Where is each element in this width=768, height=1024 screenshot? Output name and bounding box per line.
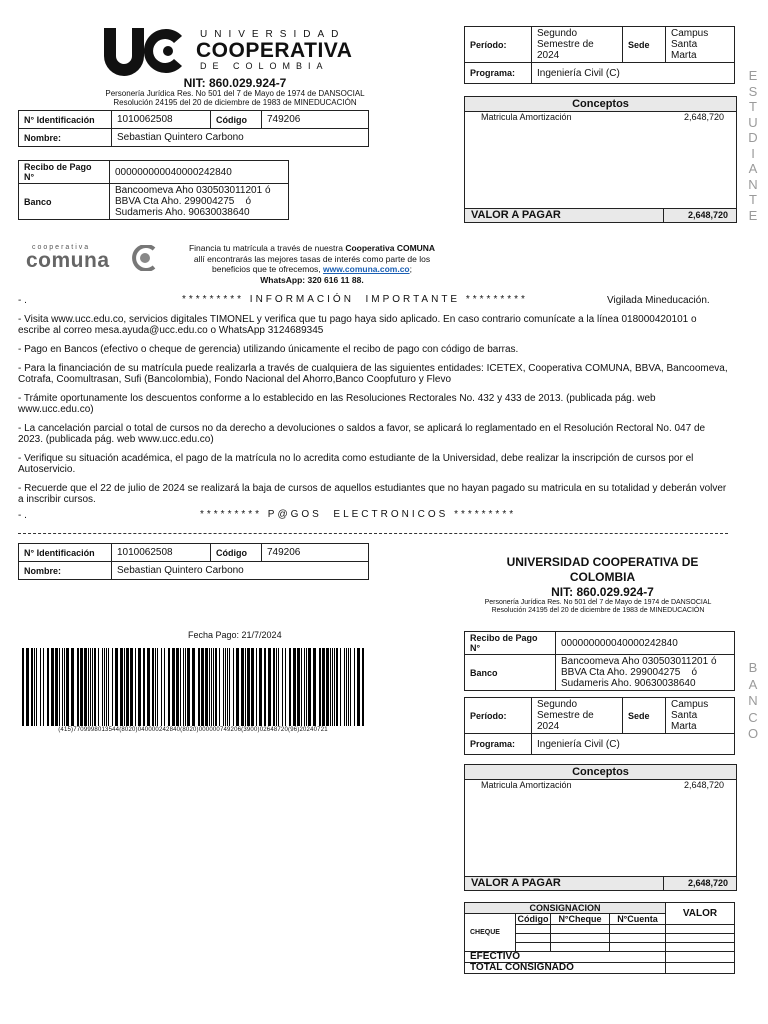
barcode-bar bbox=[334, 648, 335, 726]
bank-concept-item-value: 2,648,720 bbox=[683, 780, 724, 790]
barcode-bar bbox=[278, 648, 279, 726]
barcode-bar bbox=[64, 648, 65, 726]
barcode-bar bbox=[297, 648, 300, 726]
cheque-cell bbox=[516, 925, 551, 934]
barcode-bar bbox=[225, 648, 226, 726]
bank-accounts bbox=[110, 184, 289, 220]
barcode-bar bbox=[259, 648, 262, 726]
barcode-bar bbox=[47, 648, 49, 726]
bank-period-table bbox=[464, 697, 735, 755]
vertical-letter: T bbox=[749, 99, 757, 114]
period-line-2: Semestre de bbox=[537, 39, 594, 50]
barcode-bar bbox=[143, 648, 145, 726]
vigilada-text: Vigilada Mineducación. bbox=[607, 295, 710, 306]
cheque-cell bbox=[516, 943, 551, 952]
barcode-bar bbox=[346, 648, 347, 726]
vertical-letter: A bbox=[748, 161, 758, 176]
bank-period-line-2: Semestre de bbox=[537, 710, 594, 721]
barcode-bar bbox=[180, 648, 181, 726]
bank-student-info-table bbox=[18, 543, 369, 580]
bank-sede-line-3: Marta bbox=[671, 721, 697, 732]
nit-text: NIT: 860.029.924-7 bbox=[183, 76, 287, 90]
barcode-bar bbox=[71, 648, 74, 726]
concept-item-value: 2,648,720 bbox=[683, 112, 724, 122]
barcode-bar bbox=[306, 648, 307, 726]
barcode-bar bbox=[313, 648, 316, 726]
barcode-bar bbox=[187, 648, 190, 726]
comuna-text-b: Cooperativa COMUNA bbox=[345, 243, 436, 253]
consignacion-cheque: CHEQUE bbox=[465, 914, 516, 952]
bank-program-label: Programa: bbox=[465, 734, 532, 755]
code-label: Código bbox=[211, 111, 262, 129]
barcode-bar bbox=[362, 648, 364, 726]
barcode-bar bbox=[245, 648, 246, 726]
bank-concept-item-name: Matricula Amortización bbox=[481, 780, 572, 790]
student-copy-label bbox=[745, 68, 761, 223]
barcode-bar bbox=[98, 648, 99, 726]
vertical-letter: T bbox=[749, 192, 757, 207]
info-paragraph: - Trámite oportunamente los descuentos conforme a lo establecido en las Resoluciones Rectorales No. 432 y 433 de 2013. (publicada pág. web www.ucc.edu.co) bbox=[18, 393, 656, 415]
barcode-bar bbox=[336, 648, 338, 726]
barcode-bar bbox=[77, 648, 79, 726]
logo-cooperativa-word: COOPERATIVA bbox=[196, 39, 353, 62]
bank-period-value bbox=[532, 698, 623, 734]
barcode-bar bbox=[285, 648, 286, 726]
barcode-bar bbox=[330, 648, 331, 726]
info-paragraph: - Pago en Bancos (efectivo o cheque de gerencia) utilizando únicamente el recibo de pago con código de barras. bbox=[18, 344, 519, 355]
pagos-title: ********* P@GOS ELECTRONICOS ********* bbox=[200, 509, 517, 520]
barcode-bar bbox=[130, 648, 133, 726]
barcode-bar bbox=[264, 648, 266, 726]
barcode-bar bbox=[229, 648, 230, 726]
barcode-bar bbox=[51, 648, 54, 726]
bank-concepts-box bbox=[464, 764, 737, 891]
barcode-bar bbox=[94, 648, 96, 726]
vertical-letter: U bbox=[748, 114, 758, 130]
info-title: ********* INFORMACIÓN IMPORTANTE ********* bbox=[182, 294, 528, 305]
barcode-bar bbox=[211, 648, 212, 726]
bank-total-value: 2,648,720 bbox=[687, 878, 728, 888]
receipt-label: Recibo de Pago N° bbox=[19, 161, 110, 184]
comuna-whatsapp: WhatsApp: 320 616 11 88 bbox=[260, 274, 362, 285]
vertical-letter: E bbox=[748, 207, 758, 223]
barcode-bar bbox=[357, 648, 360, 726]
barcode-bar bbox=[247, 648, 250, 726]
barcode-bar bbox=[106, 648, 107, 726]
barcode-bar bbox=[308, 648, 311, 726]
bank-period-label: Período: bbox=[465, 698, 532, 734]
barcode-bar bbox=[26, 648, 29, 726]
vertical-letter: N bbox=[748, 693, 758, 708]
consignacion-codigo: Código bbox=[517, 914, 549, 924]
total-label: VALOR A PAGAR bbox=[471, 209, 561, 221]
sede-line-2: Santa bbox=[671, 39, 698, 50]
cheque-cell bbox=[610, 943, 666, 952]
vertical-letter: C bbox=[748, 709, 758, 725]
bank-name-value: Sebastian Quintero Carbono bbox=[112, 562, 369, 580]
barcode-bar bbox=[161, 648, 162, 726]
bank-university-line-1: UNIVERSIDAD COOPERATIVA DE bbox=[506, 555, 699, 569]
bank-copy-label bbox=[745, 660, 761, 743]
bank-bank-line-2: BBVA Cta Aho. 299004275 ó bbox=[561, 667, 698, 678]
bank-id-label: N° Identificación bbox=[19, 544, 112, 562]
bank-receipt-table bbox=[464, 631, 735, 691]
vertical-letter: O bbox=[747, 726, 759, 741]
period-table bbox=[464, 26, 735, 84]
comuna-text-e: ; bbox=[409, 264, 412, 274]
info-paragraphs bbox=[18, 314, 728, 505]
barcode-bar bbox=[227, 648, 228, 726]
barcode-bar bbox=[348, 648, 349, 726]
barcode-bar bbox=[55, 648, 58, 726]
barcode-bar bbox=[322, 648, 325, 726]
barcode-bar bbox=[223, 648, 224, 726]
comuna-text-a: Financia tu matrícula a través de nuestra bbox=[188, 243, 346, 253]
period-label: Período: bbox=[465, 27, 532, 63]
cheque-cell bbox=[666, 934, 735, 943]
bank-code-label: Código bbox=[211, 544, 262, 562]
barcode-bar bbox=[276, 648, 277, 726]
barcode-bar bbox=[108, 648, 109, 726]
barcode-bar bbox=[66, 648, 69, 726]
info-paragraph: - Recuerde que el 22 de julio de 2024 se realizará la baja de cursos de aquellos estudiantes que no hayan pagado su matricula en su totalidad y deberán volver a inscribir cursos. bbox=[18, 483, 727, 505]
barcode-bar bbox=[92, 648, 93, 726]
barcode-bar bbox=[192, 648, 195, 726]
barcode-bar bbox=[326, 648, 329, 726]
info-paragraph: - Verifique su situación académica, el pago de la matrícula no lo acredita como estudiante de la Universidad, debe realizar la inscripción de cursos por el Autoservicio. bbox=[18, 453, 694, 475]
bank-university-line-2: COLOMBIA bbox=[569, 570, 636, 584]
barcode-bar bbox=[120, 648, 123, 726]
vertical-letter: D bbox=[748, 130, 758, 145]
barcode-bar bbox=[147, 648, 150, 726]
consignacion-title: CONSIGNACION bbox=[465, 903, 666, 914]
barcode-bar bbox=[215, 648, 217, 726]
barcode-bar bbox=[319, 648, 321, 726]
sede-line-1: Campus bbox=[671, 28, 709, 39]
bank-line-2: BBVA Cta Aho. 299004275 ó bbox=[115, 196, 252, 207]
code-value: 749206 bbox=[262, 111, 369, 129]
consignacion-table bbox=[464, 902, 735, 974]
bank-id-value: 1010062508 bbox=[112, 544, 211, 562]
cheque-cell bbox=[551, 925, 610, 934]
bank-nit: NIT: 860.029.924-7 bbox=[551, 585, 654, 599]
barcode-bar bbox=[155, 648, 156, 726]
info-paragraph: - Para la financiación de su matrícula puede realizarla a través de cualquiera de las siguientes entidades: ICETEX, Cooperativa COMUNA, BBVA, Bancoomeva, Cotrafa, Coomultrasan, Sufi (Bancolombia), Fondo Nacional del Ahorro,Banco Coopfuturo y Flevo bbox=[18, 363, 728, 385]
barcode-bar bbox=[84, 648, 87, 726]
comuna-link[interactable]: www.comuna.com.co bbox=[323, 264, 410, 274]
barcode-bar bbox=[236, 648, 239, 726]
barcode-bar bbox=[43, 648, 44, 726]
bank-name-label: Nombre: bbox=[19, 562, 112, 580]
concept-item-name: Matricula Amortización bbox=[481, 112, 572, 122]
barcode-bar bbox=[176, 648, 179, 726]
barcode-bar bbox=[34, 648, 35, 726]
barcode-bar bbox=[205, 648, 208, 726]
program-label: Programa: bbox=[465, 63, 532, 84]
barcode-bar bbox=[168, 648, 170, 726]
period-value bbox=[532, 27, 623, 63]
comuna-whatsapp-end: . bbox=[361, 274, 364, 285]
bank-university-name bbox=[470, 555, 735, 600]
barcode-bar bbox=[340, 648, 341, 726]
efectivo-value-cell bbox=[666, 952, 735, 963]
barcode-bar bbox=[40, 648, 41, 726]
receipt-table bbox=[18, 160, 289, 220]
cheque-cell bbox=[666, 943, 735, 952]
info-lead: - . bbox=[18, 295, 27, 306]
vertical-letter: A bbox=[748, 676, 758, 692]
barcode-bar bbox=[198, 648, 200, 726]
barcode-bar bbox=[152, 648, 154, 726]
logo-university-word: UNIVERSIDAD bbox=[200, 29, 346, 40]
total-row bbox=[465, 208, 736, 222]
id-value: 1010062508 bbox=[112, 111, 211, 129]
bank-receipt-label: Recibo de Pago N° bbox=[465, 632, 556, 655]
cheque-cell bbox=[610, 934, 666, 943]
bank-total-row bbox=[465, 876, 736, 890]
consignacion-ncuenta: N°Cuenta bbox=[610, 914, 666, 925]
bank-bank-line-3: Sudameris Aho. 90630038640 bbox=[561, 678, 696, 689]
sede-value bbox=[666, 27, 735, 63]
bank-sede-line-2: Santa bbox=[671, 710, 698, 721]
vertical-letter: S bbox=[748, 83, 758, 99]
bank-sede-line-1: Campus bbox=[671, 699, 709, 710]
bank-period-line-1: Segundo bbox=[537, 699, 578, 710]
barcode-text: (415)7709998013544(8020)040000242840(8020)000000749206(3900)02648720(96)20240721 bbox=[58, 727, 328, 733]
barcode-bar bbox=[354, 648, 355, 726]
barcode-bar bbox=[135, 648, 136, 726]
info-paragraph: - La cancelación parcial o total de cursos no da derecho a devoluciones o saldos a favor, se aplicará lo reglamentado en el Resolución Rectoral No. 047 de 2023. (publicada pág. web www.ucc.edu.co) bbox=[18, 423, 706, 445]
program-value: Ingeniería Civil (C) bbox=[532, 63, 735, 84]
barcode-bar bbox=[138, 648, 141, 726]
barcode-bar bbox=[289, 648, 291, 726]
barcode-bar bbox=[62, 648, 63, 726]
barcode-bar bbox=[126, 648, 129, 726]
consignacion-efectivo: EFECTIVO bbox=[465, 952, 666, 963]
barcode-bar bbox=[304, 648, 305, 726]
cheque-cell bbox=[610, 925, 666, 934]
concepts-box bbox=[464, 96, 737, 223]
consignacion-total: TOTAL CONSIGNADO bbox=[465, 963, 666, 974]
period-line-3: 2024 bbox=[537, 50, 560, 61]
barcode-bar bbox=[344, 648, 345, 726]
ucc-logo-mark-icon bbox=[100, 26, 186, 76]
barcode-bar bbox=[80, 648, 83, 726]
total-consignado-value-cell bbox=[666, 963, 735, 974]
cheque-cell bbox=[516, 934, 551, 943]
barcode-bar bbox=[332, 648, 333, 726]
barcode-bar bbox=[115, 648, 118, 726]
bank-line-3: Sudameris Aho. 90630038640 bbox=[115, 207, 250, 218]
barcode-bar bbox=[22, 648, 24, 726]
logo-colombia-word: DE COLOMBIA bbox=[200, 61, 329, 71]
info-paragraph: - Visita www.ucc.edu.co, servicios digitales TIMONEL y verifica que tu pago haya sido aplicado. En caso contrario comunícate a la línea 018000420101 o escribe al correo mesa.ayuda@ucc.edu.co o WhatsApp 3124689345 bbox=[18, 314, 697, 336]
comuna-logo bbox=[26, 244, 166, 274]
barcode-bar bbox=[241, 648, 244, 726]
comuna-brand-small: cooperativa bbox=[32, 244, 91, 251]
bank-label: Banco bbox=[19, 184, 110, 220]
receipt-value: 000000000040000242840 bbox=[110, 161, 289, 184]
bank-code-value: 749206 bbox=[262, 544, 369, 562]
vertical-letter: B bbox=[748, 660, 758, 675]
barcode-bar bbox=[185, 648, 186, 726]
barcode-bar bbox=[124, 648, 125, 726]
bank-resolucion: Resolución 24195 del 20 de diciembre de 1983 de MINEDUCACIÓN bbox=[491, 607, 705, 614]
barcode-bar bbox=[209, 648, 210, 726]
barcode-bar bbox=[256, 648, 257, 726]
period-line-1: Segundo bbox=[537, 28, 578, 39]
resolucion-text: Resolución 24195 del 20 de diciembre de 1983 de MINEDUCACIÓN bbox=[113, 98, 357, 107]
cheque-cell bbox=[551, 934, 610, 943]
concepts-title: Conceptos bbox=[465, 97, 736, 112]
barcode-bar bbox=[273, 648, 275, 726]
vertical-letter: E bbox=[748, 68, 758, 83]
cheque-cell bbox=[551, 943, 610, 952]
bank-program-value: Ingeniería Civil (C) bbox=[532, 734, 735, 755]
bank-sede-label: Sede bbox=[623, 698, 666, 734]
name-label: Nombre: bbox=[19, 129, 112, 147]
barcode-bar bbox=[213, 648, 214, 726]
ucc-logo bbox=[100, 26, 370, 76]
personeria-text: Personería Jurídica Res. No 501 del 7 de Mayo de 1974 de DANSOCIAL bbox=[105, 89, 365, 98]
barcode-bar bbox=[282, 648, 283, 726]
comuna-text-c: allí encontrarás las mejores tasas de interés como parte de los bbox=[193, 253, 431, 264]
comuna-text bbox=[172, 243, 452, 285]
cheque-cell bbox=[666, 925, 735, 934]
barcode-bar bbox=[31, 648, 33, 726]
consignacion-ncheque: N°Cheque bbox=[551, 914, 610, 925]
vertical-letter: I bbox=[751, 145, 755, 161]
student-info-table bbox=[18, 110, 369, 147]
barcode-bar bbox=[219, 648, 220, 726]
name-value: Sebastian Quintero Carbono bbox=[112, 129, 369, 147]
barcode-bar bbox=[233, 648, 234, 726]
barcode-bar bbox=[293, 648, 296, 726]
barcode-bar bbox=[90, 648, 91, 726]
barcode-bar bbox=[201, 648, 204, 726]
bank-bank-label: Banco bbox=[465, 655, 556, 691]
barcode-bar bbox=[157, 648, 158, 726]
bank-concepts-title: Conceptos bbox=[465, 765, 736, 780]
bank-personeria: Personería Jurídica Res. No 501 del 7 de Mayo de 1974 de DANSOCIAL bbox=[484, 599, 712, 606]
comuna-brand: comuna bbox=[26, 249, 110, 272]
bank-bank-line-1: Bancoomeva Aho 030503011201 ó bbox=[561, 656, 717, 667]
barcode-bar bbox=[88, 648, 89, 726]
bank-bank-accounts bbox=[556, 655, 735, 691]
barcode-bar bbox=[183, 648, 184, 726]
barcode-bar bbox=[59, 648, 60, 726]
bank-period-line-3: 2024 bbox=[537, 721, 560, 732]
barcode-bar bbox=[268, 648, 271, 726]
barcode-bar bbox=[251, 648, 254, 726]
id-label: N° Identificación bbox=[19, 111, 112, 129]
consignacion-valor: VALOR bbox=[666, 903, 735, 925]
total-value: 2,648,720 bbox=[687, 210, 728, 220]
barcode-bar bbox=[350, 648, 351, 726]
fecha-pago: Fecha Pago: 21/7/2024 bbox=[188, 630, 282, 640]
bank-receipt-value: 000000000040000242840 bbox=[556, 632, 735, 655]
pagos-lead: - . bbox=[18, 510, 27, 521]
barcode-bar bbox=[102, 648, 103, 726]
bank-total-label: VALOR A PAGAR bbox=[471, 877, 561, 889]
barcode-bar bbox=[104, 648, 105, 726]
cut-line bbox=[18, 533, 728, 534]
barcode-bar bbox=[164, 648, 165, 726]
barcode bbox=[22, 648, 364, 726]
barcode-bar bbox=[36, 648, 37, 726]
barcode-bar bbox=[172, 648, 175, 726]
comuna-text-d: beneficios que te ofrecemos, bbox=[211, 264, 324, 274]
barcode-bar bbox=[112, 648, 113, 726]
sede-line-3: Marta bbox=[671, 50, 697, 61]
sede-label: Sede bbox=[623, 27, 666, 63]
vertical-letter: N bbox=[748, 176, 758, 192]
barcode-bar bbox=[301, 648, 302, 726]
bank-line-1: Bancoomeva Aho 030503011201 ó bbox=[115, 185, 271, 196]
bank-sede-value bbox=[666, 698, 735, 734]
comuna-swirl-icon bbox=[126, 245, 160, 271]
